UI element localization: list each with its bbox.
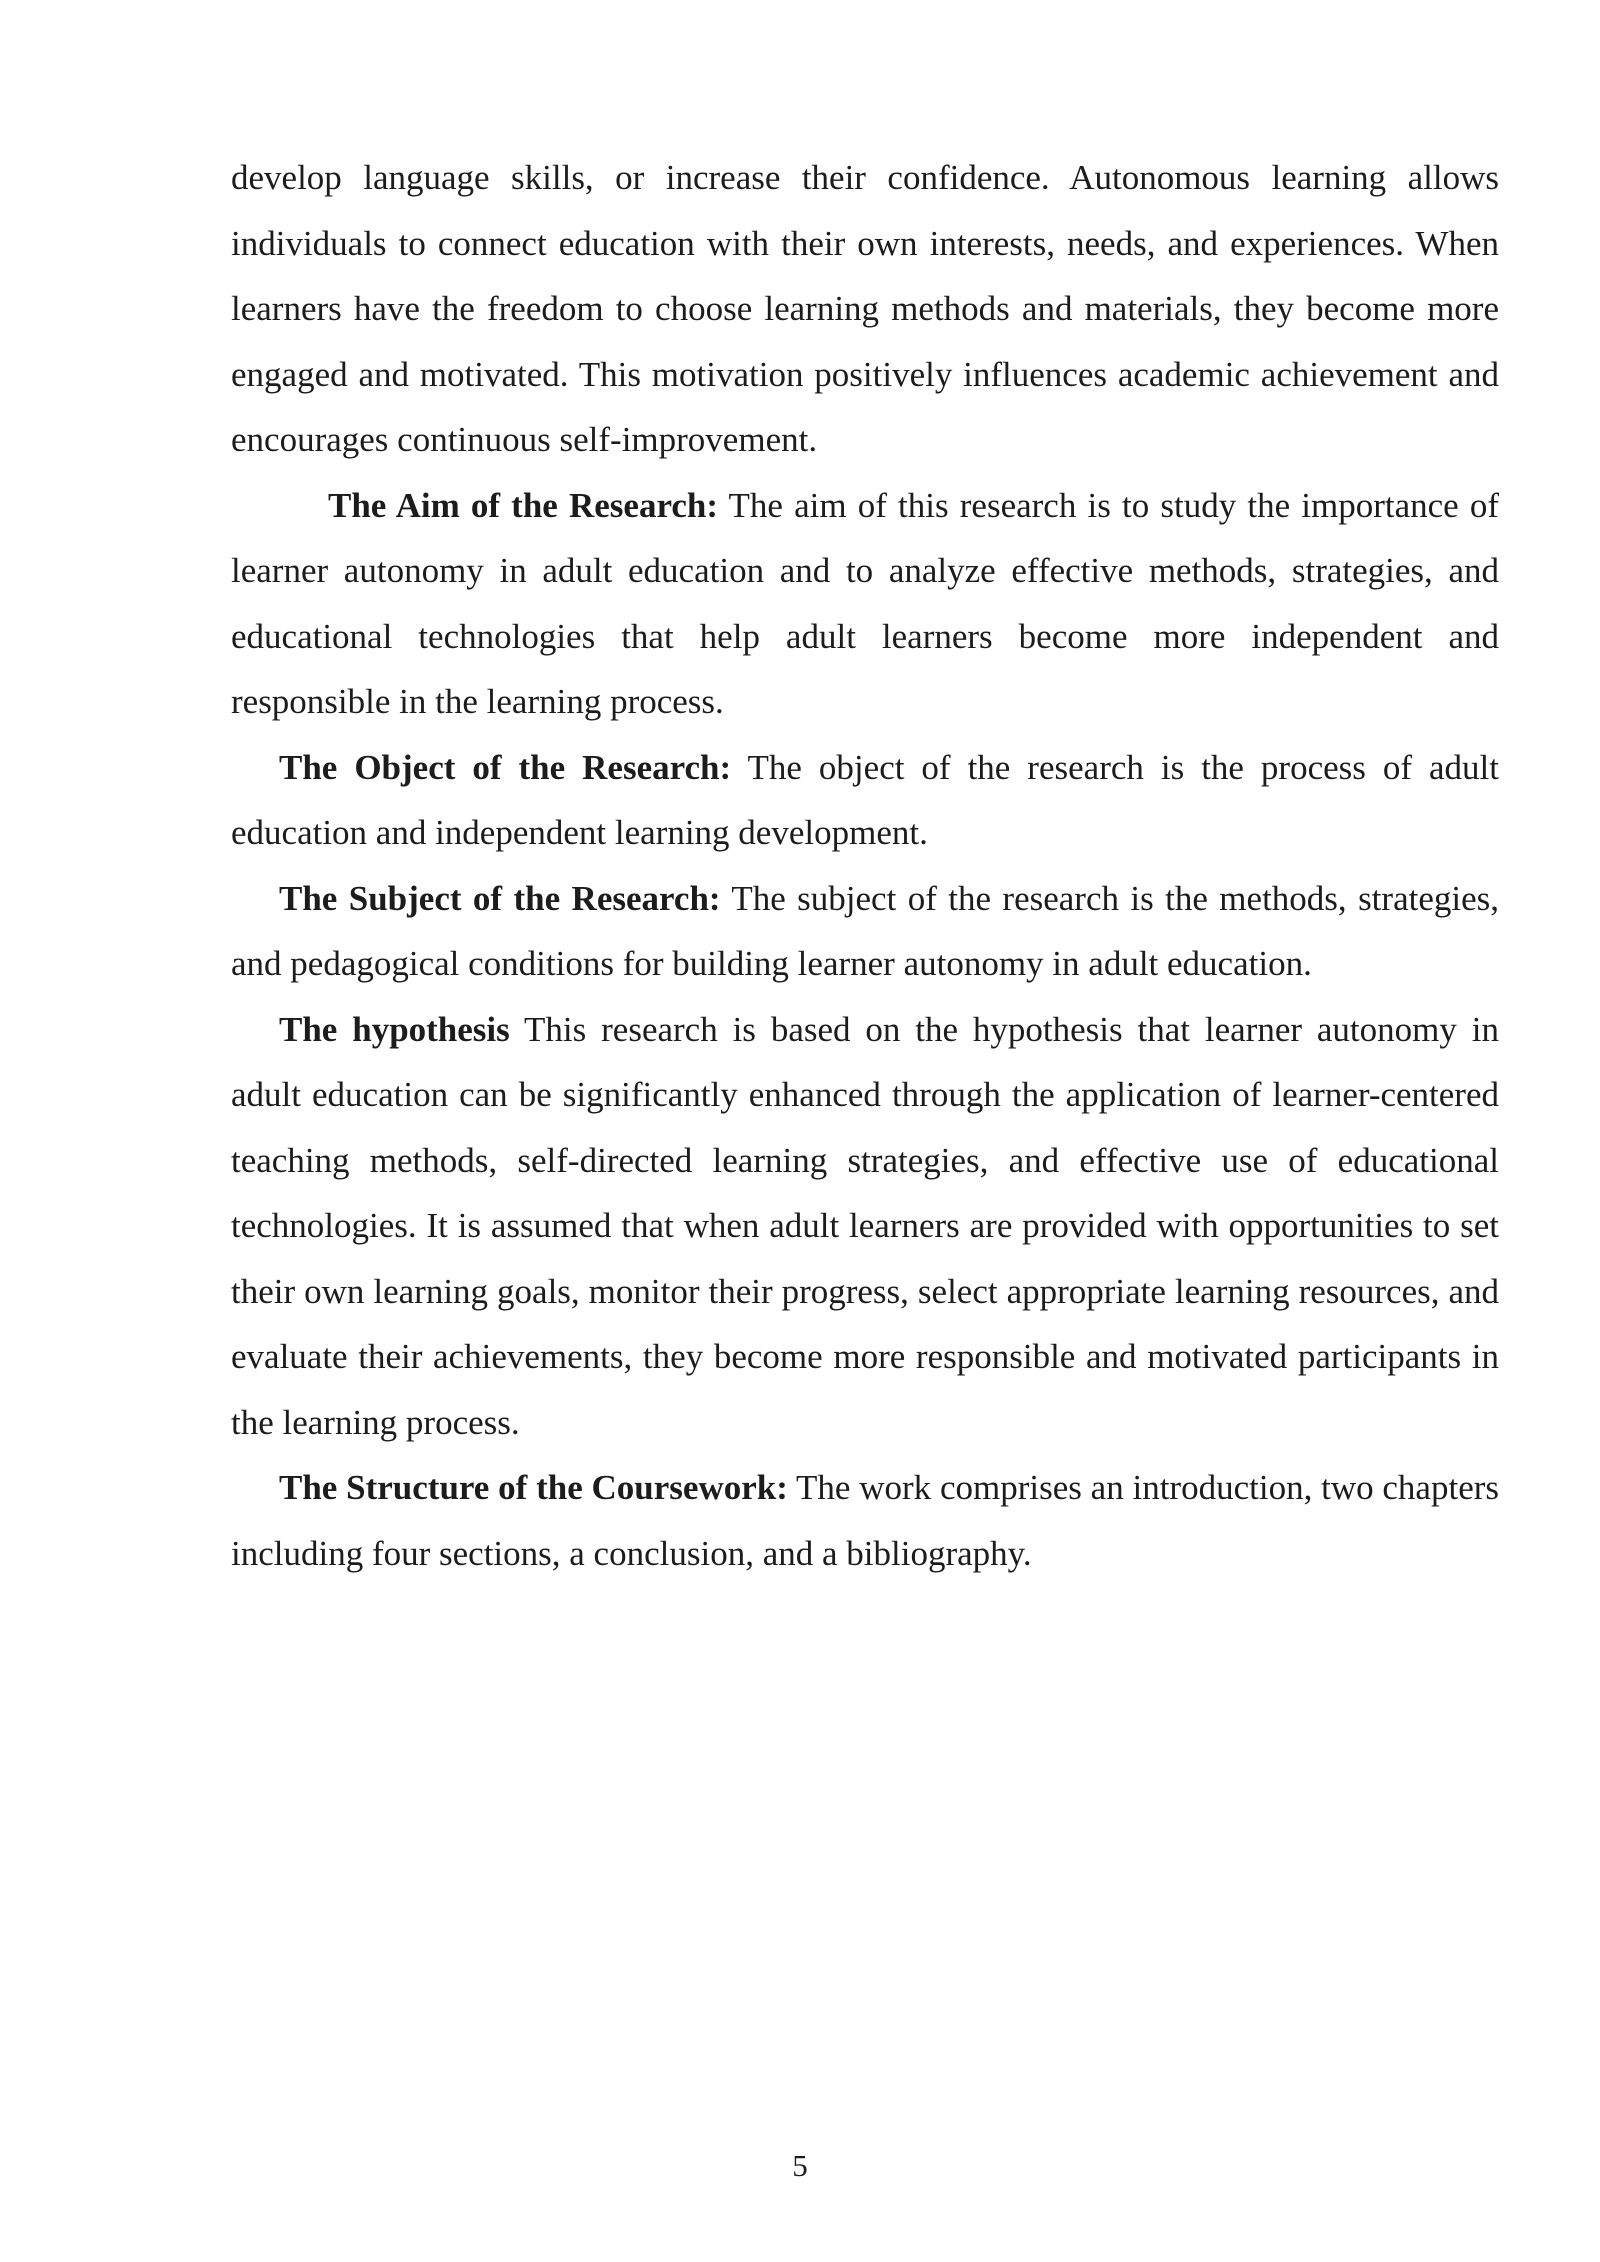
paragraph-text: develop language skills, or increase their confidence. Autonomous learning allows individuals to connect education with their own interests, needs, and experiences. When learners have the freedom to choose learning methods and materials, they become more engaged and motivated. This motivation positively influences academic achievement and encourages continuous self-improvement. [231, 158, 1499, 459]
paragraph-intro-continuation [231, 145, 1499, 473]
paragraph-structure [231, 1455, 1499, 1586]
object-text: The object of the research is the process of adult education and independent learning development. [231, 747, 1499, 852]
object-heading: The Object of the Research: [279, 747, 732, 787]
hypothesis-text: This research is based on the hypothesis that learner autonomy in adult education can be significantly enhanced through the application of learner-centered teaching methods, self-directed learning strategies, and effective use of educational technologies. It is assumed that when adult learners are provided with opportunities to set their own learning goals, monitor their progress, select appropriate learning resources, and evaluate their achievements, they become more responsible and motivated participants in the learning process. [231, 1009, 1499, 1442]
paragraph-subject [231, 866, 1499, 997]
subject-heading: The Subject of the Research: [279, 878, 721, 918]
paragraph-object [231, 735, 1499, 866]
hypothesis-heading: The hypothesis [279, 1009, 510, 1049]
aim-heading: The Aim of the Research: [328, 485, 719, 525]
structure-text: The work comprises an introduction, two chapters including four sections, a conclusion, and a bibliography. [231, 1468, 1500, 1573]
document-body [231, 145, 1499, 1586]
aim-text: The aim of this research is to study the importance of learner autonomy in adult education and to analyze effective methods, strategies, and educational technologies that help adult learners become more independent and responsible in the learning process. [231, 485, 1499, 721]
subject-text: The subject of the research is the methods, strategies, and pedagogical conditions for building learner autonomy in adult education. [231, 878, 1499, 983]
page-number: 5 [792, 2148, 808, 2183]
structure-heading: The Structure of the Coursework: [279, 1468, 788, 1507]
paragraph-hypothesis [231, 997, 1499, 1456]
paragraph-aim [231, 473, 1499, 735]
